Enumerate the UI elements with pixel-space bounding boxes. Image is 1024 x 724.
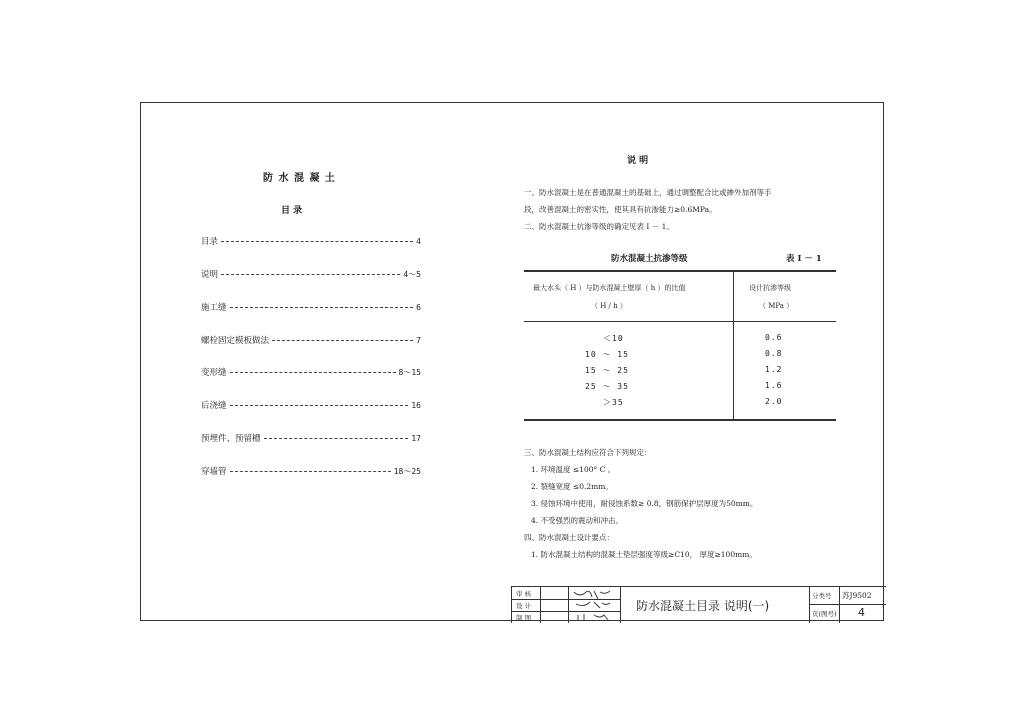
toc-row bbox=[201, 234, 421, 248]
table-header-grade-unit: （ MPa ） bbox=[759, 302, 794, 310]
drawing-title: 防水混凝土目录 说明(一) bbox=[636, 599, 770, 613]
note-line: 1. 环境温度 ≤100° C 。 bbox=[531, 465, 616, 474]
table-header-grade: 设计抗渗等级 bbox=[749, 284, 791, 292]
page-number-label: 页(图号) bbox=[812, 610, 837, 618]
toc-label: 施工缝 bbox=[201, 303, 227, 313]
note-line: 2. 裂缝宽度 ≤0.2mm。 bbox=[531, 482, 613, 491]
table-header-ratio: 最大水头（ H ）与防水混凝土壁厚（ h ）的比值 bbox=[533, 284, 686, 292]
table-cell-ratio: ＜10 bbox=[603, 334, 624, 343]
table-cell-grade: 2.0 bbox=[765, 397, 783, 406]
title-block bbox=[511, 586, 886, 623]
table-cell-grade: 1.6 bbox=[765, 381, 783, 390]
toc-leader bbox=[230, 372, 396, 373]
title-block-divider bbox=[809, 587, 810, 623]
toc-leader bbox=[221, 241, 413, 242]
toc-leader bbox=[272, 340, 413, 341]
toc-label: 说明 bbox=[201, 270, 219, 280]
role-drafting: 制 图 bbox=[516, 614, 532, 622]
toc-page: 4～5 bbox=[403, 269, 421, 279]
toc-leader bbox=[230, 307, 414, 308]
toc-label: 预埋件、预留槽 bbox=[201, 434, 261, 444]
table-bottom-rule bbox=[524, 419, 836, 421]
toc-label: 穿墙管 bbox=[201, 467, 227, 477]
role-design: 设 计 bbox=[516, 602, 532, 610]
note-line: 四、防水混凝土设计要点： bbox=[524, 533, 614, 542]
title-block-divider bbox=[568, 587, 569, 623]
toc-heading: 目 录 bbox=[281, 206, 303, 216]
toc-row bbox=[201, 267, 421, 281]
toc-row bbox=[201, 300, 421, 314]
signature-marks bbox=[570, 588, 618, 622]
intro-line: 段，改善混凝土的密实性，使其具有抗渗能力≥0.6MPa。 bbox=[524, 205, 717, 214]
table-number: 表 I － 1 bbox=[786, 254, 822, 264]
table-cell-ratio: 10 ～ 15 bbox=[585, 350, 629, 359]
title-block-divider bbox=[540, 587, 541, 623]
page-number-value: 4 bbox=[858, 606, 865, 619]
table-caption: 防水混凝土抗渗等级 bbox=[611, 254, 688, 264]
title-block-divider bbox=[839, 587, 840, 623]
table-cell-grade: 0.8 bbox=[765, 349, 783, 358]
toc-leader bbox=[221, 274, 400, 275]
table-header-rule bbox=[524, 321, 836, 322]
toc-page: 8～15 bbox=[398, 367, 421, 377]
toc-page: 17 bbox=[411, 433, 421, 443]
note-line: 1. 防水混凝土结构的混凝土垫层强度等级≥C10， 厚度≥100mm。 bbox=[531, 550, 757, 559]
intro-line: 一、防水混凝土是在普通混凝土的基础上，通过调整配合比或掺外加剂等手 bbox=[524, 188, 772, 197]
role-review: 审 核 bbox=[516, 590, 532, 598]
table-cell-grade: 0.6 bbox=[765, 333, 783, 342]
toc-page: 16 bbox=[411, 400, 421, 410]
toc-leader bbox=[264, 438, 409, 439]
table-column-divider bbox=[733, 270, 734, 420]
toc-row bbox=[201, 464, 421, 478]
toc-page: 6 bbox=[416, 302, 421, 312]
note-line: 4. 不受强烈的震动和冲击。 bbox=[531, 516, 624, 525]
table-cell-grade: 1.2 bbox=[765, 365, 783, 374]
left-title: 防 水 混 凝 土 bbox=[263, 173, 336, 184]
notes-heading: 说 明 bbox=[627, 156, 649, 166]
toc-row bbox=[201, 431, 421, 445]
toc-label: 后浇缝 bbox=[201, 401, 227, 411]
toc-page: 18～25 bbox=[393, 466, 421, 476]
table-cell-ratio: 15 ～ 25 bbox=[585, 366, 629, 375]
toc-row bbox=[201, 398, 421, 412]
set-number-label: 分类号 bbox=[812, 592, 832, 600]
toc-leader bbox=[230, 405, 409, 406]
note-line: 3. 侵蚀环境中使用，耐侵蚀系数≥ 0.8，钢筋保护层厚度为50mm。 bbox=[531, 499, 758, 508]
table-top-rule bbox=[524, 270, 836, 272]
drawing-sheet bbox=[140, 102, 884, 621]
toc-label: 螺栓固定模板做法 bbox=[201, 336, 270, 346]
intro-line: 二、防水混凝土抗渗等级的确定见表 I － 1。 bbox=[524, 222, 674, 231]
toc-label: 目录 bbox=[201, 237, 219, 247]
note-line: 三、防水混凝土结构应符合下列规定： bbox=[524, 448, 652, 457]
toc-row bbox=[201, 333, 421, 347]
title-block-row-rule bbox=[809, 604, 886, 605]
toc-leader bbox=[230, 471, 391, 472]
table-cell-ratio: ＞35 bbox=[603, 398, 624, 407]
set-number-value: 苏J9502 bbox=[842, 591, 872, 600]
title-block-divider bbox=[620, 587, 621, 623]
toc-row bbox=[201, 365, 421, 379]
toc-page: 4 bbox=[416, 236, 421, 246]
table-cell-ratio: 25 ～ 35 bbox=[585, 382, 629, 391]
toc-label: 变形缝 bbox=[201, 368, 227, 378]
table-header-ratio-formula: （ H / h ） bbox=[591, 302, 627, 310]
toc-page: 7 bbox=[416, 335, 421, 345]
